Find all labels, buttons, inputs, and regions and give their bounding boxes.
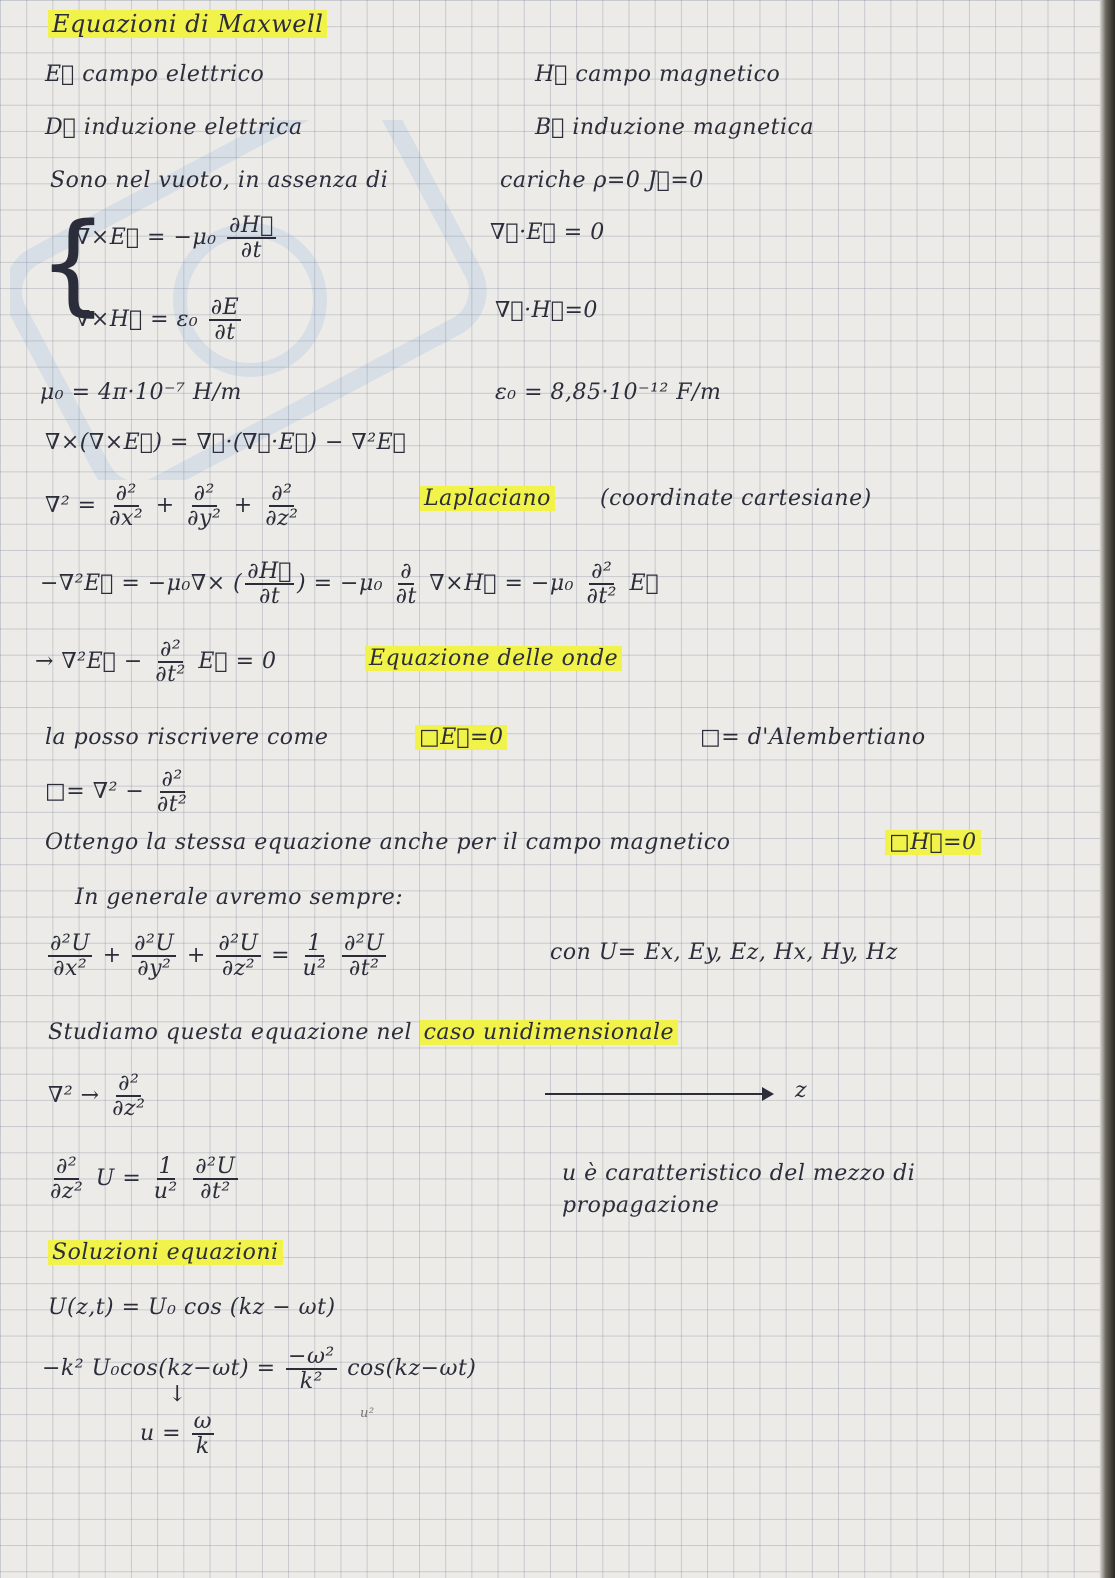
laplacian-label: Laplaciano — [420, 486, 555, 511]
definition-B: B⃗ induzione magnetica — [535, 115, 814, 140]
definition-D: D⃗ induzione elettrica — [45, 115, 303, 140]
down-arrow: ↓ — [168, 1382, 187, 1407]
z-axis-arrow — [545, 1093, 770, 1095]
box-E-equation: □E⃗=0 — [415, 725, 507, 750]
study-text: Studiamo questa equazione nel caso unidimensionale — [48, 1020, 678, 1045]
system-brace: { — [38, 199, 108, 327]
general-wave-equation: $\frac{\text{∂²U}}{\text{∂x²}}$ + $\frac{\text{∂²U}}{\text{∂y²}}$ + $\frac{\text{∂²U}}{\text{∂z²}}$ = $\frac{1}{\text{u²}}$ $\frac{\text{∂²U}}{\text{∂t²}}$ — [50, 931, 385, 982]
constant-mu0: μ₀ = 4π·10⁻⁷ H/m — [40, 380, 242, 405]
laplacian-note: (coordinate cartesiane) — [600, 486, 872, 511]
box-H-equation: □H⃗=0 — [885, 830, 981, 855]
dalembertian-definition: □= ∇² − $\frac{\text{∂²}}{\text{∂t²}}$ — [45, 767, 188, 818]
wave-equation-label: Equazione delle onde — [365, 646, 622, 671]
z-axis-label: z — [795, 1078, 808, 1103]
assumption-vacuum: Sono nel vuoto, in assenza di — [50, 168, 389, 193]
page-edge — [1100, 0, 1115, 1578]
page-title: Equazioni di Maxwell — [48, 10, 327, 38]
maxwell-eq-div-H: ∇⃗·H⃗=0 — [495, 298, 598, 323]
wave-derivation: −∇²E⃗ = −μ₀∇× ( $\frac{\partial H⃗}{\partial t}$ ) = −μ₀ $\frac{\partial}{\partial t}$ ∇×H⃗ = −μ₀ $\frac{\text{∂²}}{\text{∂t²}}$ E⃗ — [40, 559, 660, 610]
dalembertian-label: □= d'Alembertiano — [700, 725, 926, 750]
assumption-charges: cariche ρ=0 J⃗=0 — [500, 168, 704, 193]
solution-cosine: U(z,t) = U₀ cos (kz − ωt) — [48, 1295, 336, 1320]
laplacian-definition: ∇² = $\frac{\text{∂²}}{\text{∂x²}}$ + $\frac{\text{∂²}}{\text{∂y²}}$ + $\frac{\text{∂²}}{\text{∂z²}}$ — [45, 481, 299, 532]
u-squared-note: u² — [360, 1406, 375, 1421]
solution-substitution: −k² U₀cos(kz−ωt) = $\frac{\text{−ω²}}{\text{k²}}$ cos(kz−ωt) — [42, 1344, 477, 1395]
maxwell-eq-curl-E: ∇×E⃗ = −μ₀ $\frac{\partial H⃗}{\partial t}$ — [75, 213, 274, 264]
propagation-note: u è caratteristico del mezzo di propagazione — [562, 1161, 916, 1218]
rewrite-text: la posso riscrivere come — [45, 725, 329, 750]
definition-E: E⃗ campo elettrico — [45, 62, 265, 87]
constant-eps0: ε₀ = 8,85·10⁻¹² F/m — [495, 380, 722, 405]
phase-velocity: u = $\frac{\omega}{k}$ — [140, 1409, 213, 1460]
maxwell-eq-div-E: ∇⃗·E⃗ = 0 — [490, 220, 605, 245]
wave-equation: → ∇²E⃗ − $\frac{\text{∂²}}{\text{∂t²}}$ E⃗ = 0 — [35, 637, 277, 688]
one-dimensional-equation: $\frac{\text{∂²}}{\text{∂z²}}$ U = $\frac{1}{\text{u²}}$ $\frac{\text{∂²U}}{\text{∂t²}}$ — [50, 1154, 236, 1205]
nabla-to-z: ∇² → $\frac{\text{∂²}}{\text{∂z²}}$ — [48, 1071, 146, 1122]
maxwell-eq-curl-H: ∇×H⃗ = ε₀ $\frac{\partial E}{\partial t}$ — [75, 295, 240, 346]
definition-H: H⃗ campo magnetico — [535, 62, 781, 87]
general-components: con U= Ex, Ey, Ez, Hx, Hy, Hz — [550, 940, 898, 965]
same-equation-text: Ottengo la stessa equazione anche per il campo magnetico — [45, 830, 731, 855]
solutions-heading: Soluzioni equazioni — [48, 1240, 283, 1265]
curl-curl-identity: ∇×(∇×E⃗) = ∇⃗·(∇⃗·E⃗) − ∇²E⃗ — [45, 430, 407, 455]
general-text: In generale avremo sempre: — [75, 885, 404, 910]
